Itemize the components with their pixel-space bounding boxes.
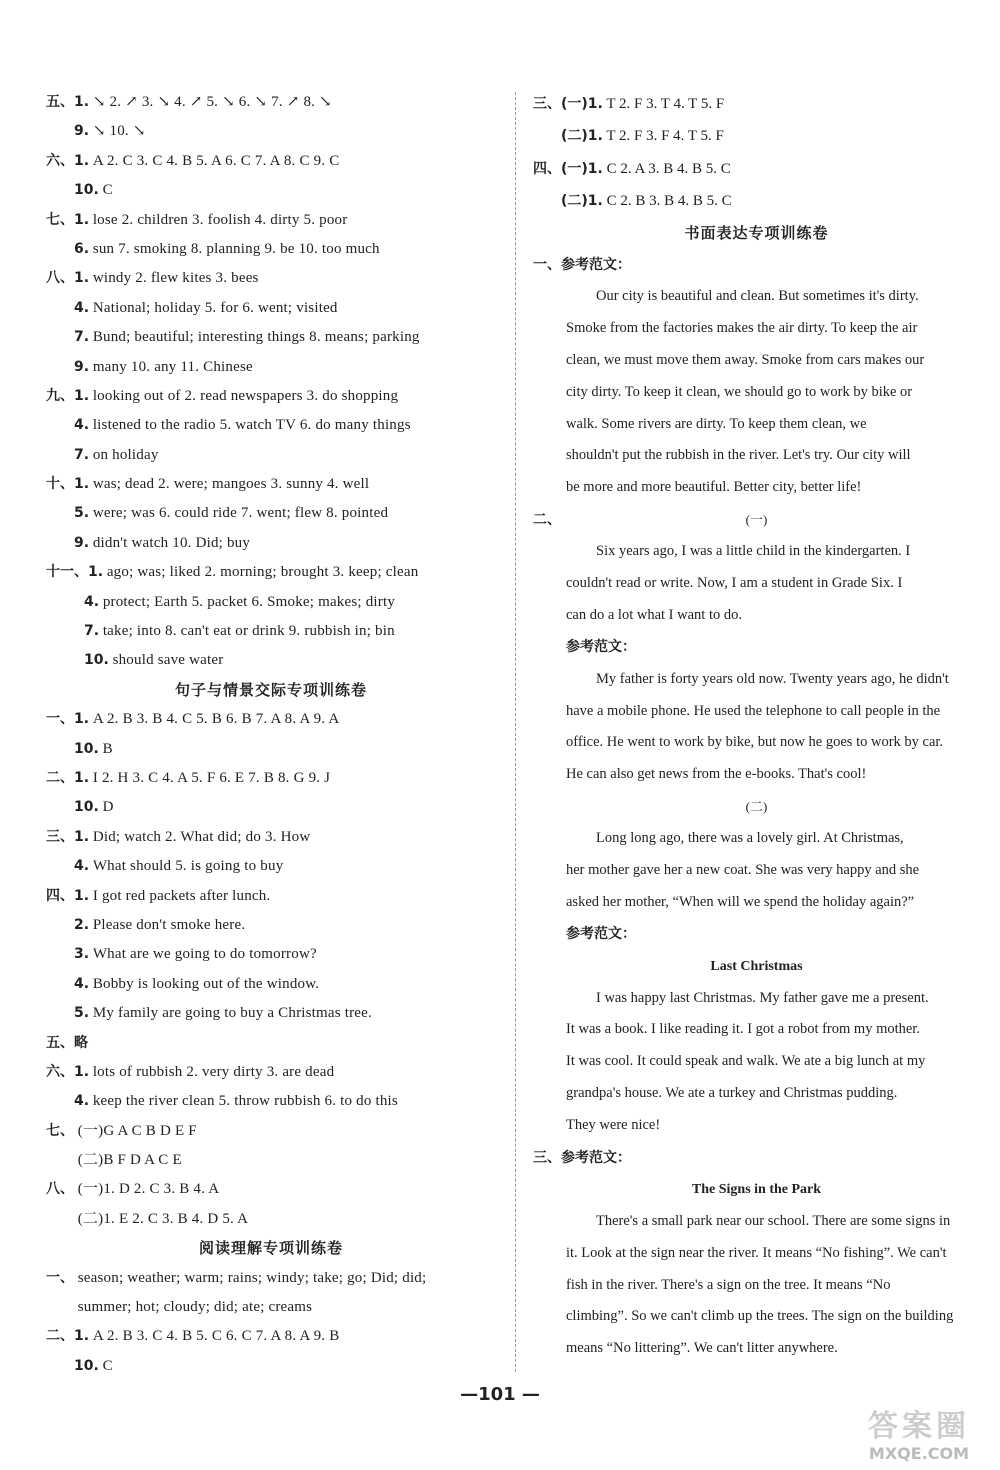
q2-part1-essay [533, 664, 980, 791]
q1-label-row [533, 249, 980, 281]
answer-label: 4. [74, 417, 90, 434]
answer-text: C 2. A 3. B 4. B 5. C [606, 160, 731, 177]
answer-text: (一)1. D 2. C 3. B 4. A [77, 1181, 220, 1198]
answer-row [46, 646, 496, 675]
q2-part1-mark: (一) [745, 512, 768, 528]
answer-label: 4. [74, 299, 90, 316]
answer-row [46, 176, 496, 205]
answer-row [46, 117, 496, 146]
answer-label: 4. [84, 593, 100, 610]
essay-title-signs-in-park: The Signs in the Park [691, 1181, 822, 1197]
answer-row [46, 294, 496, 323]
answer-text: were; was 6. could ride 7. went; flew 8. pointed [92, 505, 389, 522]
answer-text: ↘ 2. ↗ 3. ↘ 4. ↗ 5. ↘ 6. ↘ 7. ↗ 8. ↘ [92, 94, 332, 110]
answer-row [46, 1029, 496, 1058]
answer-row [46, 206, 496, 235]
answer-row [46, 264, 496, 293]
answer-label: (二)1. [561, 128, 603, 145]
text-line: Long long ago, there was a lovely girl. At Christmas, [596, 829, 904, 846]
answer-label: 四、1. [46, 887, 90, 904]
answer-label: 10. [84, 652, 109, 669]
text-line: They were nice! [566, 1116, 661, 1133]
answer-row [46, 940, 496, 969]
q2-part1-prompt [533, 536, 980, 631]
answer-label: 四、(一)1. [533, 160, 603, 177]
answer-text: National; holiday 5. for 6. went; visited [92, 299, 338, 316]
answer-row [46, 793, 496, 822]
answer-row [46, 735, 496, 764]
answer-label: 9. [74, 534, 90, 551]
answer-label: (二)1. [561, 192, 603, 209]
answer-row [46, 1205, 496, 1234]
answer-label: 七、1. [46, 211, 90, 228]
text-line: can do a lot what I want to do. [566, 606, 742, 623]
answer-label: 七、 [46, 1122, 74, 1139]
text-line: I was happy last Christmas. My father gave me a present. [596, 989, 929, 1006]
answer-text: lose 2. children 3. foolish 4. dirty 5. poor [92, 211, 348, 228]
answer-label: 6. [74, 240, 90, 257]
text-line: have a mobile phone. He used the telephone to call people in the [566, 702, 941, 719]
answer-label: 7. [74, 446, 90, 463]
text-line: It was a book. I like reading it. I got a robot from my mother. [566, 1021, 920, 1038]
answer-row [46, 1117, 496, 1146]
text-line: means “No littering”. We can't litter anywhere. [566, 1340, 838, 1357]
q2-part2-ref-label-row [533, 918, 980, 950]
answer-text: Bund; beautiful; interesting things 8. means; parking [92, 329, 420, 346]
answer-text: sun 7. smoking 8. planning 9. be 10. too much [92, 240, 380, 257]
answer-row [46, 1322, 496, 1351]
text-line: it. Look at the sign near the river. It means “No fishing”. We can't [566, 1244, 947, 1261]
left-column [46, 88, 496, 1381]
answer-text: protect; Earth 5. packet 6. Smoke; makes; dirty [102, 593, 396, 610]
answer-label: 10. [74, 182, 99, 199]
answer-text: B [102, 740, 113, 757]
answer-text: A 2. C 3. C 4. B 5. A 6. C 7. A 8. C 9. C [92, 152, 340, 169]
answer-label: 三、(一)1. [533, 96, 603, 112]
answer-row [46, 705, 496, 734]
text-line: asked her mother, “When will we spend the holiday again?” [566, 893, 915, 910]
text-line: It was cool. It could speak and walk. We ate a big lunch at my [566, 1053, 926, 1070]
answer-label: 7. [74, 329, 90, 346]
answer-row [46, 1087, 496, 1116]
answer-text: My family are going to buy a Christmas tree. [92, 1005, 372, 1022]
answer-label: 2. [74, 916, 90, 933]
answer-label: 4. [74, 858, 90, 875]
section-title-writing: 书面表达专项训练卷 [684, 224, 829, 243]
answer-text: D [102, 799, 114, 816]
q3-label: 三、参考范文： [533, 1149, 631, 1166]
text-line: Our city is beautiful and clean. But sometimes it's dirty. [596, 288, 919, 305]
answer-text: Please don't smoke here. [92, 916, 246, 933]
q2-label: 二、 [533, 512, 561, 529]
text-line: Smoke from the factories makes the air dirty. To keep the air [566, 320, 918, 337]
right-column [533, 88, 980, 1365]
q3-essay [533, 1206, 980, 1365]
answer-label: 二、1. [46, 1328, 90, 1345]
answer-row [46, 1058, 496, 1087]
answer-label: 10. [74, 740, 99, 757]
section-title: 句子与情景交际专项训练卷 [174, 680, 367, 699]
answer-label: 九、1. [46, 387, 90, 404]
answer-label: 六、1. [46, 152, 90, 169]
answer-label: 7. [84, 623, 100, 640]
answer-text: I 2. H 3. C 4. A 5. F 6. E 7. B 8. G 9. J [92, 769, 331, 786]
answer-label: 4. [74, 1093, 90, 1110]
answer-text: should save water [112, 652, 224, 669]
text-line: be more and more beautiful. Better city, better life! [566, 479, 862, 496]
answer-row [46, 617, 496, 646]
answer-text: ago; was; liked 2. morning; brought 3. keep; clean [106, 564, 419, 581]
answer-label: 五、略 [46, 1034, 88, 1051]
answer-row [533, 88, 980, 120]
q2-part1-ref-label: 参考范文： [566, 639, 636, 656]
answer-label: 一、 [46, 1269, 74, 1286]
text-line: My father is forty years old now. Twenty years ago, he didn't [596, 670, 949, 687]
answer-row [46, 470, 496, 499]
answer-text: C [102, 182, 113, 199]
text-line: her mother gave her a new coat. She was very happy and she [566, 861, 920, 878]
answer-label: 5. [74, 1005, 90, 1022]
q2-part2-prompt [533, 823, 980, 918]
answer-label: 八、 [46, 1181, 74, 1198]
answer-text: (二)1. E 2. C 3. B 4. D 5. A [77, 1210, 249, 1227]
answer-row [46, 1352, 496, 1381]
answer-row [46, 529, 496, 558]
q1-essay [533, 281, 980, 504]
answer-text: on holiday [92, 446, 159, 463]
answer-text: What are we going to do tomorrow? [92, 946, 317, 963]
answer-text: didn't watch 10. Did; buy [92, 534, 251, 551]
answer-row [46, 88, 496, 117]
answer-text: T 2. F 3. T 4. T 5. F [606, 96, 725, 112]
answer-text: summer; hot; cloudy; did; ate; creams [77, 1299, 313, 1316]
section-title: 阅读理解专项训练卷 [198, 1239, 343, 1258]
answer-text: I got red packets after lunch. [92, 887, 271, 904]
text-line: grandpa's house. We ate a turkey and Christmas pudding. [566, 1085, 898, 1102]
answer-row [46, 852, 496, 881]
answer-row [533, 120, 980, 152]
answer-row [46, 499, 496, 528]
answer-label: 4. [74, 975, 90, 992]
page-number: —101 — [460, 1384, 540, 1405]
answer-row [46, 911, 496, 940]
answer-row [46, 970, 496, 999]
q1-label: 一、参考范文： [533, 257, 631, 274]
answer-text: lots of rubbish 2. very dirty 3. are dead [92, 1063, 335, 1080]
answer-row [46, 147, 496, 176]
answer-text: (一)G A C B D E F [77, 1122, 197, 1139]
answer-text: Bobby is looking out of the window. [92, 975, 320, 992]
text-line: fish in the river. There's a sign on the tree. It means “No [566, 1276, 891, 1293]
answer-text: C 2. B 3. B 4. B 5. C [606, 192, 732, 209]
q2-part2-essay [533, 983, 980, 1142]
text-line: city dirty. To keep it clean, we should go to work by bike or [566, 383, 913, 400]
right-top-answers [533, 88, 980, 217]
answer-label: 10. [74, 1357, 99, 1374]
answer-label: 9. [74, 123, 90, 140]
answer-row [46, 764, 496, 793]
answer-text: (二)B F D A C E [77, 1152, 182, 1169]
answer-text: ↘ 10. ↘ [92, 123, 146, 140]
answer-label: 十一、1. [46, 564, 104, 581]
watermark-url: MXQE.COM [868, 1444, 970, 1463]
answer-text: What should 5. is going to buy [92, 858, 284, 875]
answer-label: 3. [74, 946, 90, 963]
answer-row [46, 323, 496, 352]
q2-part2-mark: (二) [745, 798, 768, 814]
answer-row [533, 185, 980, 217]
answer-row [46, 1146, 496, 1175]
answer-text: take; into 8. can't eat or drink 9. rubbish in; bin [102, 623, 395, 640]
answer-text: keep the river clean 5. throw rubbish 6. to do this [92, 1093, 398, 1110]
text-line: climbing”. So we can't climb up the trees. The sign on the building [566, 1308, 954, 1325]
q2-part2-ref-label: 参考范文： [566, 926, 636, 943]
text-line: office. He went to work by bike, but now he goes to work by car. [566, 734, 944, 751]
answer-row [46, 235, 496, 264]
watermark-logo [844, 1410, 994, 1466]
answer-label: 五、1. [46, 94, 90, 110]
answer-row [46, 999, 496, 1028]
answer-text: A 2. B 3. C 4. B 5. C 6. C 7. A 8. A 9. B [92, 1328, 340, 1345]
answer-label: 10. [74, 799, 99, 816]
answer-text: listened to the radio 5. watch TV 6. do many things [92, 417, 411, 434]
answer-text: T 2. F 3. F 4. T 5. F [606, 128, 724, 145]
q3-label-row [533, 1142, 980, 1174]
text-line: He can also get news from the e-books. That's cool! [566, 766, 867, 783]
answer-text: season; weather; warm; rains; windy; take; go; Did; did; [77, 1269, 427, 1286]
answer-label: 十、1. [46, 476, 90, 493]
answer-row [46, 882, 496, 911]
text-line: couldn't read or write. Now, I am a student in Grade Six. I [566, 574, 903, 591]
answer-row [46, 558, 496, 587]
answer-label: 一、1. [46, 711, 90, 728]
answer-row [46, 1293, 496, 1322]
text-line: Six years ago, I was a little child in the kindergarten. I [596, 543, 911, 560]
answer-row [46, 823, 496, 852]
text-line: walk. Some rivers are dirty. To keep them clean, we [566, 415, 867, 432]
answer-text: many 10. any 11. Chinese [92, 358, 253, 375]
answer-text: looking out of 2. read newspapers 3. do shopping [92, 387, 399, 404]
answer-label: 二、1. [46, 769, 90, 786]
answer-text: Did; watch 2. What did; do 3. How [92, 828, 311, 845]
essay-title-last-christmas: Last Christmas [710, 958, 803, 974]
answer-text: windy 2. flew kites 3. bees [92, 270, 259, 287]
q2-part1-ref-label-row [533, 631, 980, 663]
answer-label: 9. [74, 358, 90, 375]
text-line: shouldn't put the rubbish in the river. Let's try. Our city will [566, 447, 911, 464]
answer-row [533, 153, 980, 185]
column-divider [515, 92, 516, 1372]
answer-label: 六、1. [46, 1063, 90, 1080]
answer-row [46, 1264, 496, 1293]
answer-label: 5. [74, 505, 90, 522]
answer-label: 八、1. [46, 270, 90, 287]
answer-label: 三、1. [46, 828, 90, 845]
answer-row [46, 353, 496, 382]
answer-row [46, 411, 496, 440]
answer-row [46, 441, 496, 470]
answer-row [46, 588, 496, 617]
answer-text: was; dead 2. were; mangoes 3. sunny 4. well [92, 476, 370, 493]
answer-text: A 2. B 3. B 4. C 5. B 6. B 7. A 8. A 9. A [92, 711, 340, 728]
text-line: clean, we must move them away. Smoke from cars makes our [566, 352, 925, 369]
watermark-logo-text: 答案圈 [868, 1409, 970, 1444]
answer-row [46, 382, 496, 411]
text-line: There's a small park near our school. There are some signs in [596, 1212, 951, 1229]
answer-text: C [102, 1357, 113, 1374]
answer-row [46, 1175, 496, 1204]
